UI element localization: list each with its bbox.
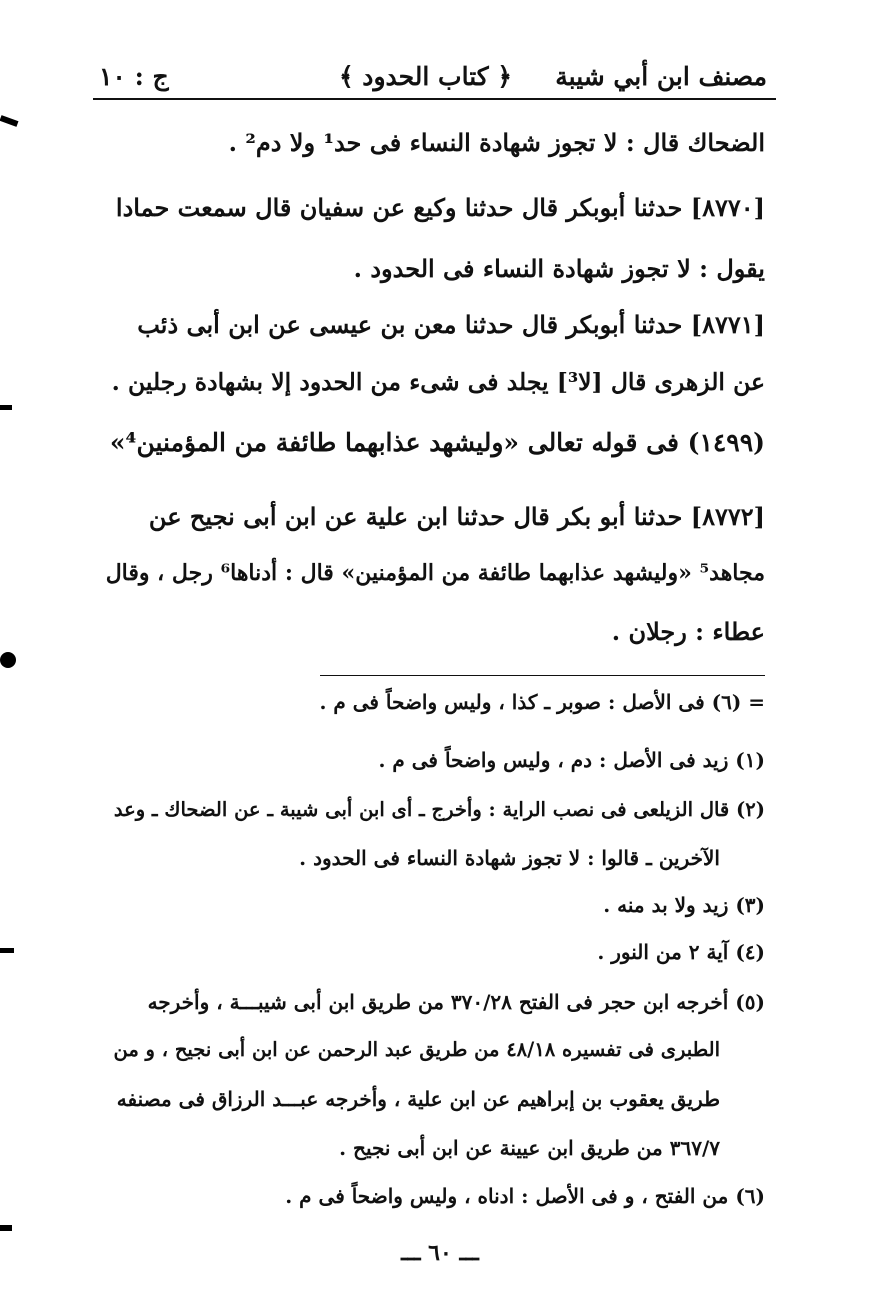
page-number: ـــ ٦٠ ـــ: [401, 1240, 479, 1266]
footnote: ٣٦٧/٧ من طريق ابن عيينة عن ابن أبى نجيح .: [339, 1136, 720, 1160]
scan-mark: [0, 1225, 12, 1231]
body-line: [٨٧٧٠] حدثنا أبوبكر قال حدثنا وكيع عن سفيان قال سمعت حمادا: [115, 193, 765, 222]
body-line: [٨٧٧١] حدثنا أبوبكر قال حدثنا معن بن عيسى عن ابن أبى ذئب: [137, 310, 765, 339]
footnote: الطبرى فى تفسيره ٤٨/١٨ من طريق عبد الرحمن عن ابن أبى نجيح ، و من: [113, 1038, 720, 1061]
footnote: (٤) آية ٢ من النور .: [597, 940, 765, 964]
volume-number: ج : ١٠: [99, 62, 169, 91]
chapter-title: ﴿ كتاب الحدود ﴾: [338, 62, 512, 91]
body-line: عطاء : رجلان .: [611, 617, 765, 646]
footnote: طريق يعقوب بن إبراهيم عن ابن علية ، وأخرجه عبـــد الرزاق فى مصنفه: [116, 1087, 720, 1111]
body-line: يقول : لا تجوز شهادة النساء فى الحدود .: [353, 254, 765, 283]
footnote: (٦) من الفتح ، و فى الأصل : ادناه ، وليس واضحاً فى م .: [285, 1184, 765, 1208]
footnote: (٢) قال الزيلعى فى نصب الراية : وأخرج ـ أى ابن أبى شيبة ـ عن الضحاك ـ وعد: [113, 798, 765, 821]
scan-mark: [0, 652, 16, 668]
header-rule: [93, 98, 776, 100]
footnote: (٣) زيد ولا بد منه .: [603, 893, 765, 917]
footnote-rule: [320, 675, 765, 676]
footnote: الآخرين ـ قالوا : لا تجوز شهادة النساء فى الحدود .: [299, 846, 720, 870]
section-heading: (١٤٩٩) فى قوله تعالى «وليشهد عذابهما طائفة من المؤمنين⁴»: [109, 428, 765, 457]
running-header: [95, 58, 767, 96]
scan-mark: [0, 948, 14, 953]
body-line: عن الزهرى قال [لا³] يجلد فى شىء من الحدود إلا بشهادة رجلين .: [111, 368, 765, 396]
body-line: [٨٧٧٢] حدثنا أبو بكر قال حدثنا ابن علية عن ابن أبى نجيح عن: [148, 502, 765, 531]
book-title: مصنف ابن أبي شيبة: [555, 62, 767, 91]
body-line: مجاهد⁵ «وليشهد عذابهما طائفة من المؤمنين» قال : أدناها⁶ رجل ، وقال: [105, 560, 765, 586]
footnote: (١) زيد فى الأصل : دم ، وليس واضحاً فى م .: [378, 748, 765, 772]
footnote: (٥) أخرجه ابن حجر فى الفتح ٣٧٠/٢٨ من طريق ابن أبى شيبـــة ، وأخرجه: [147, 990, 765, 1014]
body-line: الضحاك قال : لا تجوز شهادة النساء فى حد¹ ولا دم² .: [228, 128, 765, 157]
footnote: = (٦) فى الأصل : صوبر ـ كذا ، وليس واضحاً فى م .: [319, 690, 765, 714]
scan-mark: [0, 405, 12, 410]
